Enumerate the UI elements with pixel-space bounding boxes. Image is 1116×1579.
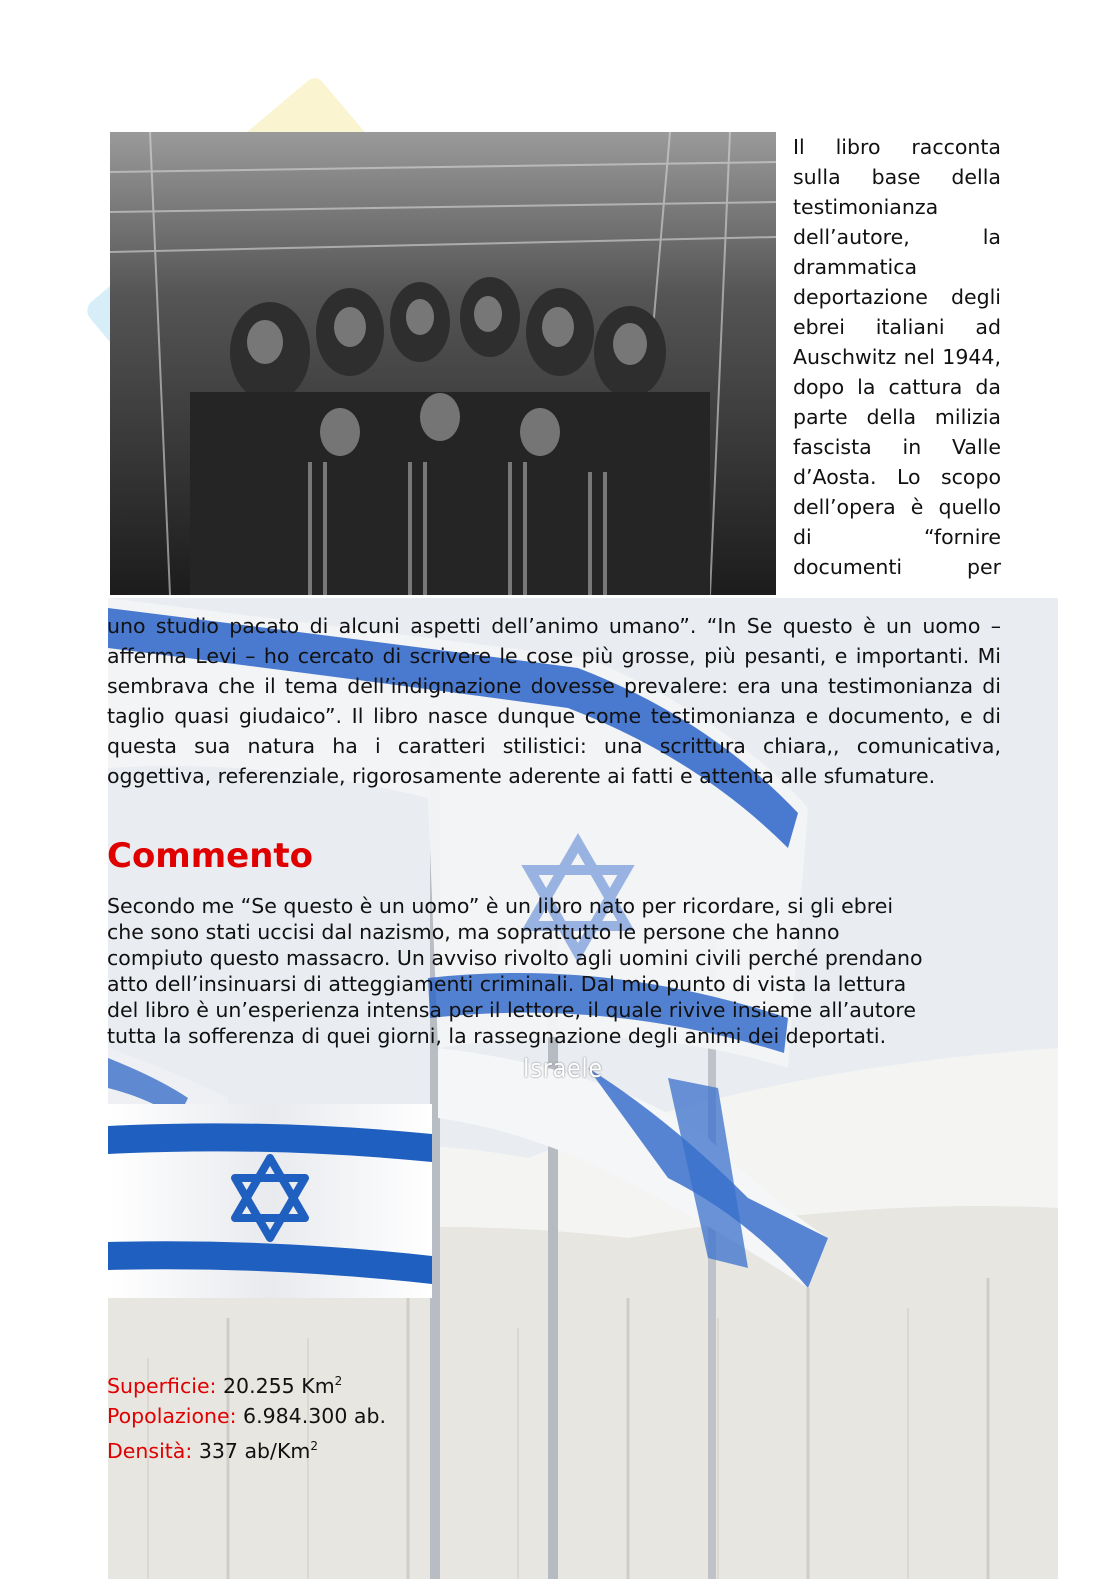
comment-line: del libro è un’esperienza intensa per il lettore, il quale rivive insieme all’autore [107,998,916,1022]
densita-row [107,1431,386,1466]
densita-label: Densità: [107,1438,193,1463]
popolazione-row [107,1401,386,1431]
densita-sup: 2 [310,1438,318,1453]
israel-flag-image [108,1104,432,1298]
popolazione-label: Popolazione: [107,1403,237,1428]
deportation-photo [110,132,776,595]
comment-line: atto dell’insinuarsi di atteggiamenti criminali. Dal mio punto di vista la lettura [107,972,907,996]
comment-line: compiuto questo massacro. Un avviso rivolto agli uomini civili perché prendano [107,946,923,970]
superficie-sup: 2 [334,1374,343,1388]
comment-line: tutta la sofferenza di quei giorni, la rassegnazione degli animi dei deportati. [107,1024,887,1048]
body-paragraph: uno studio pacato di alcuni aspetti dell’animo umano”. “In Se questo è un uomo – afferma Levi – ho cercato di scrivere le cose più grosse, più pesanti, e importanti. Mi sembrava che il tema dell’indignazione dovesse prevalere: era una testimonianza di taglio quasi giudaico”. Il libro nasce dunque come testimonianza e documento, e di questa sua natura ha i caratteri stilistici: una scrittura chiara,, comunicativa, oggettiva, referenziale, rigorosamente aderente ai fatti e attenta alle sfumature. [107,614,1001,788]
commento-paragraph [107,893,1007,1049]
superficie-row [107,1366,386,1401]
superficie-label: Superficie: [107,1373,217,1398]
commento-heading: Commento [107,836,314,876]
image-caption: Israele [523,1054,604,1084]
popolazione-value: 6.984.300 ab. [243,1403,386,1428]
comment-line: Secondo me “Se questo è un uomo” è un libro nato per ricordare, si gli ebrei [107,894,894,918]
country-stats [107,1366,386,1466]
densita-value: 337 ab/Km [198,1438,311,1463]
superficie-value: 20.255 Km [223,1373,335,1398]
intro-paragraph: Il libro racconta sulla base della testimonianza dell’autore, la drammatica deportazione degli ebrei italiani ad Auschwitz nel 1944, dopo la cattura da parte della milizia fascista in Valle d’Aosta. Lo scopo dell’opera è quello di “fornire documenti per [793,135,1001,579]
comment-line: che sono stati uccisi dal nazismo, ma soprattutto le persone che hanno [107,920,840,944]
